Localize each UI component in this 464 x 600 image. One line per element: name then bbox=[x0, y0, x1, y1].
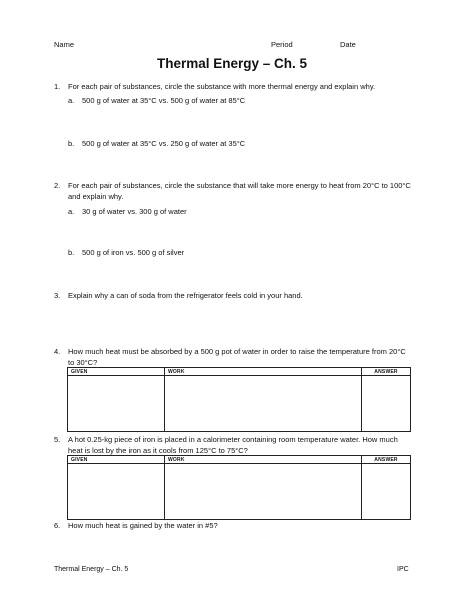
question-1b bbox=[68, 138, 245, 149]
question-number: 6. bbox=[54, 521, 61, 530]
question-2b bbox=[68, 247, 184, 258]
question-text: For each pair of substances, circle the substance that will take more energy to heat from 20°C to 100°C and explain why. bbox=[68, 181, 411, 201]
footer-right: IPC bbox=[397, 566, 409, 573]
part-text: 500 g of iron vs. 500 g of silver bbox=[82, 248, 185, 257]
question-text: A hot 0.25-kg piece of iron is placed in a calorimeter containing room temperature water. How much heat is lost by the iron as it cools from 125°C to 75°C? bbox=[68, 435, 398, 455]
question-1a bbox=[68, 95, 245, 106]
part-label: b. bbox=[68, 139, 75, 148]
question-number: 5. bbox=[54, 435, 61, 444]
page-title: Thermal Energy – Ch. 5 bbox=[156, 56, 308, 71]
work-cell[interactable] bbox=[165, 376, 362, 432]
question-number: 3. bbox=[54, 291, 61, 300]
date-label: Date bbox=[340, 40, 356, 49]
answer-header: ANSWER bbox=[362, 456, 411, 464]
question-text: How much heat must be absorbed by a 500 g pot of water in order to raise the temperature from 20°C to 30°C? bbox=[68, 347, 406, 367]
work-header: WORK bbox=[165, 368, 362, 376]
answer-table-5 bbox=[67, 455, 411, 520]
question-text: How much heat is gained by the water in #5? bbox=[68, 521, 218, 530]
question-number: 2. bbox=[54, 181, 61, 190]
part-text: 500 g of water at 35°C vs. 500 g of water at 85°C bbox=[82, 96, 246, 105]
part-label: b. bbox=[68, 248, 75, 257]
answer-header: ANSWER bbox=[362, 368, 411, 376]
question-text: For each pair of substances, circle the substance with more thermal energy and explain why. bbox=[68, 82, 376, 91]
answer-cell[interactable] bbox=[362, 376, 411, 432]
question-number: 1. bbox=[54, 82, 61, 91]
answer-cell[interactable] bbox=[362, 464, 411, 520]
footer-left: Thermal Energy – Ch. 5 bbox=[54, 566, 129, 573]
part-text: 30 g of water vs. 300 g of water bbox=[82, 207, 187, 216]
period-label: Period bbox=[271, 40, 293, 49]
given-cell[interactable] bbox=[68, 464, 165, 520]
given-header: GIVEN bbox=[68, 456, 165, 464]
name-label: Name bbox=[54, 40, 75, 49]
question-2a bbox=[68, 206, 187, 217]
part-text: 500 g of water at 35°C vs. 250 g of water at 35°C bbox=[82, 139, 246, 148]
part-label: a. bbox=[68, 96, 75, 105]
work-cell[interactable] bbox=[165, 464, 362, 520]
answer-table-4 bbox=[67, 367, 411, 432]
part-label: a. bbox=[68, 207, 75, 216]
question-number: 4. bbox=[54, 347, 61, 356]
given-cell[interactable] bbox=[68, 376, 165, 432]
work-header: WORK bbox=[165, 456, 362, 464]
question-text: Explain why a can of soda from the refrigerator feels cold in your hand. bbox=[68, 291, 303, 300]
given-header: GIVEN bbox=[68, 368, 165, 376]
